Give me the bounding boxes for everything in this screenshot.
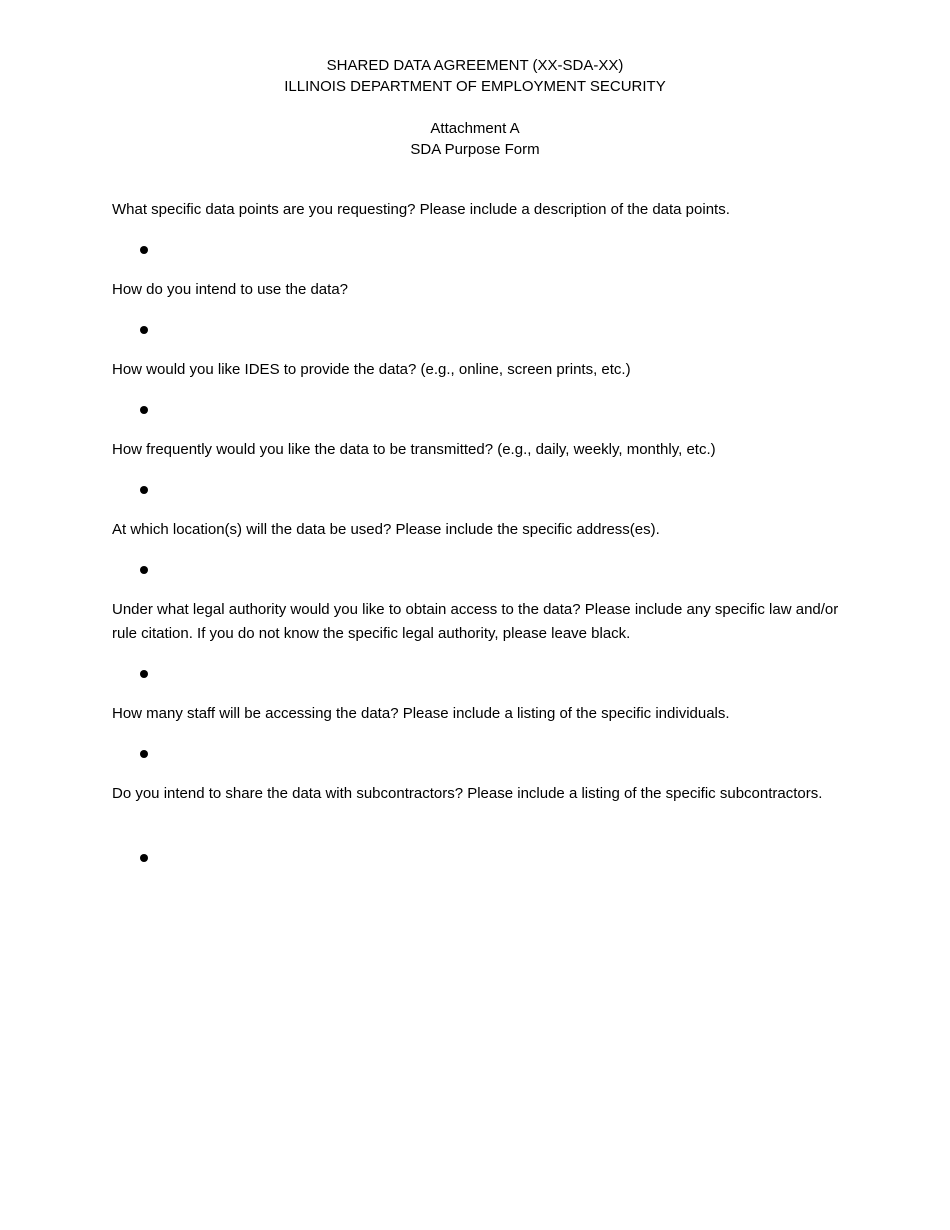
answer-bullet-staff-access [140, 750, 148, 758]
question-legal-authority: Under what legal authority would you like to obtain access to the data? Please include any specific law and/or rule citation. If you do not know the specific legal authority, please leave black. [112, 601, 839, 642]
answer-bullet-data-location [140, 566, 148, 574]
form-name: SDA Purpose Form [410, 141, 540, 158]
answer-bullet-transmission-frequency [140, 486, 148, 494]
attachment-label: Attachment A [430, 120, 520, 137]
question-intended-use: How do you intend to use the data? [112, 281, 349, 298]
document-header [0, 55, 950, 97]
question-data-points: What specific data points are you requesting? Please include a description of the data points. [112, 201, 730, 218]
answer-bullet-data-points [140, 246, 148, 254]
attachment-heading [0, 118, 950, 160]
answer-bullet-intended-use [140, 326, 148, 334]
answer-bullet-legal-authority [140, 670, 148, 678]
question-subcontractors: Do you intend to share the data with subcontractors? Please include a listing of the specific subcontractors. [112, 785, 823, 802]
question-transmission-frequency: How frequently would you like the data to be transmitted? (e.g., daily, weekly, monthly, etc.) [112, 441, 716, 458]
answer-bullet-subcontractors [140, 854, 148, 862]
answer-bullet-delivery-method [140, 406, 148, 414]
question-staff-access: How many staff will be accessing the data? Please include a listing of the specific individuals. [112, 705, 730, 722]
agreement-title: SHARED DATA AGREEMENT (XX-SDA-XX) [326, 57, 624, 74]
question-data-location: At which location(s) will the data be used? Please include the specific address(es). [112, 521, 660, 538]
question-delivery-method: How would you like IDES to provide the data? (e.g., online, screen prints, etc.) [112, 361, 631, 378]
department-name: ILLINOIS DEPARTMENT OF EMPLOYMENT SECURITY [284, 78, 666, 95]
